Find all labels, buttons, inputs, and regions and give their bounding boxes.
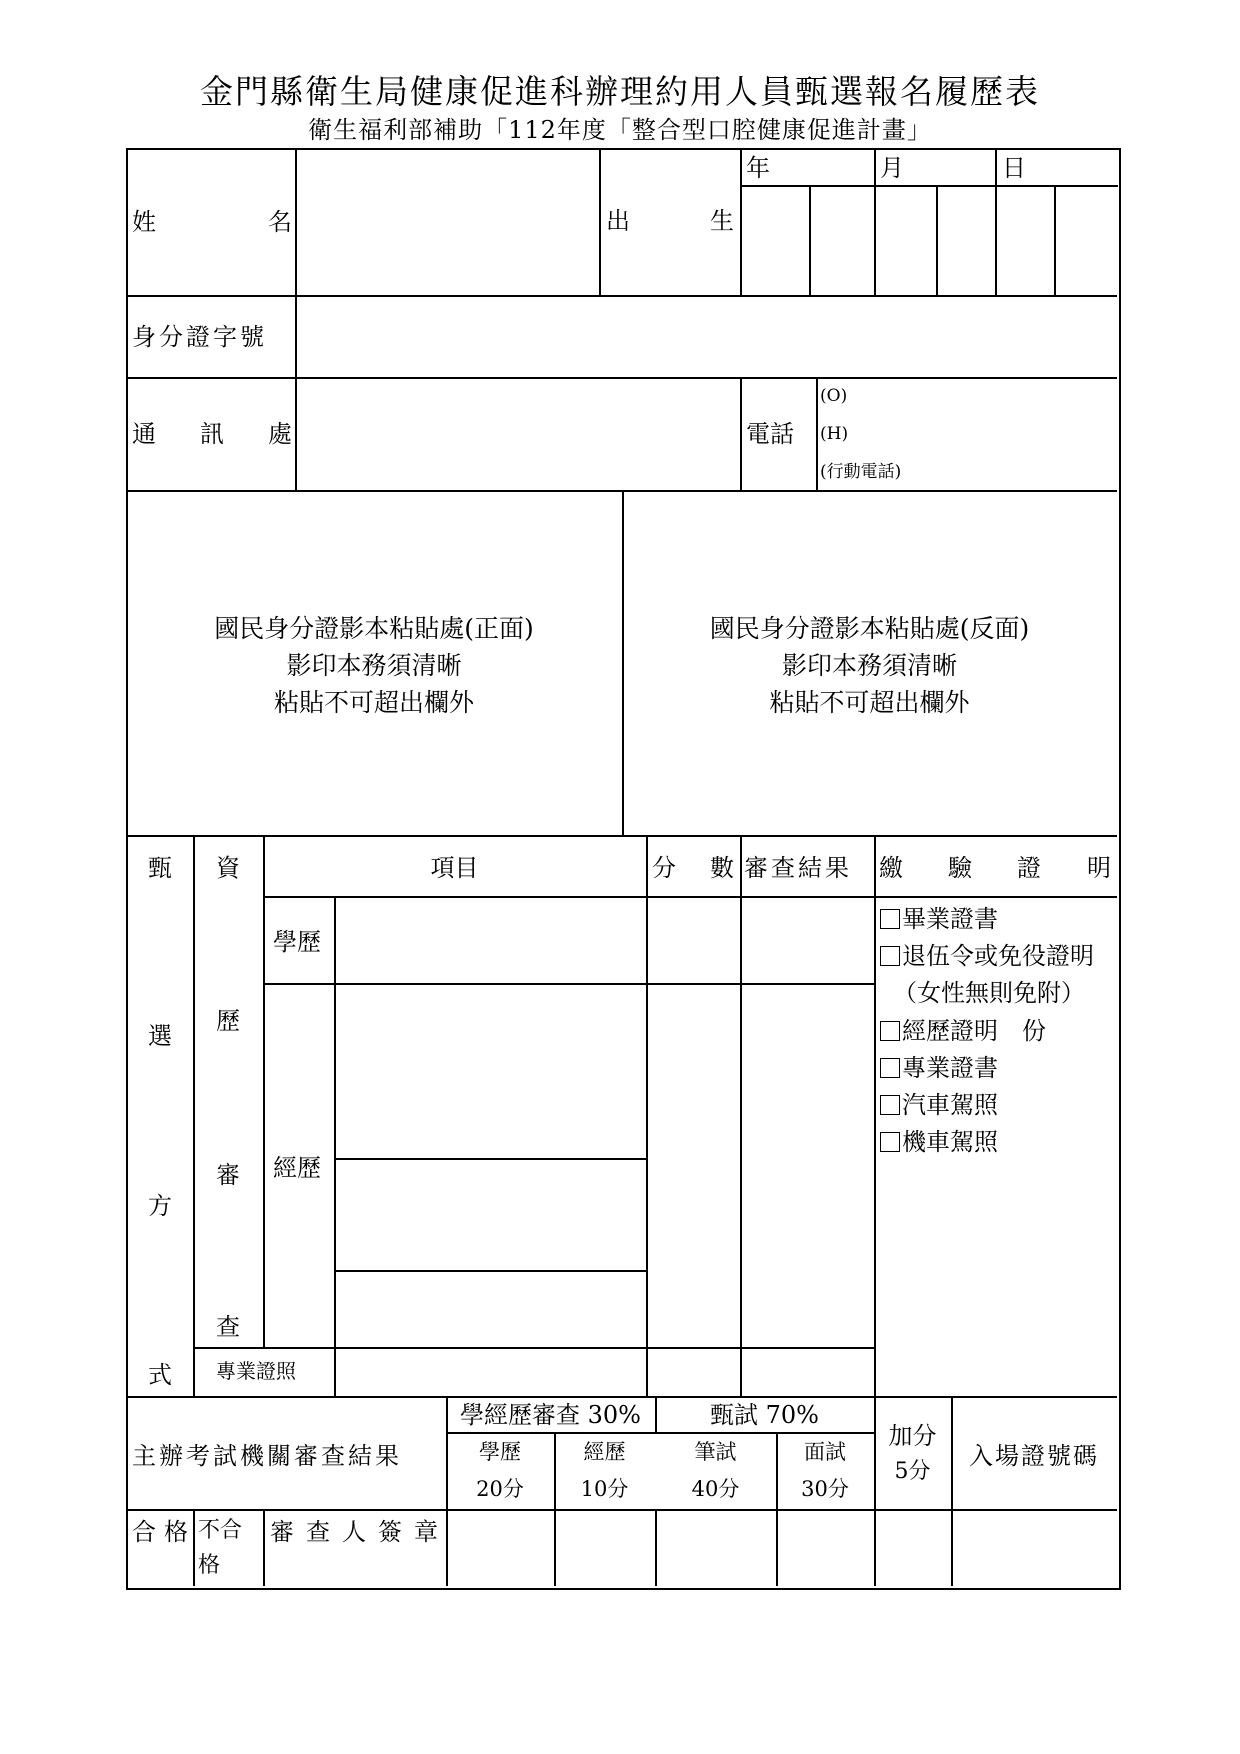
address-label: 訊 xyxy=(200,420,224,448)
phone-home: (H) xyxy=(820,424,849,444)
bonus-label: 加分 xyxy=(888,1422,937,1450)
score-header: 數 xyxy=(710,854,734,882)
address-label: 通 xyxy=(132,420,156,448)
rule xyxy=(263,835,265,1347)
proof-header: 驗 xyxy=(948,854,972,882)
checkbox[interactable] xyxy=(880,946,900,966)
score-header: 分 xyxy=(652,854,676,882)
rule xyxy=(740,148,742,295)
signer-label: 審查人簽章 xyxy=(270,1518,450,1546)
paste-instruction: 粘貼不可超出欄外 xyxy=(769,688,970,717)
checkbox[interactable] xyxy=(880,1058,900,1078)
method-label: 選 xyxy=(148,1022,172,1050)
rule xyxy=(740,377,742,490)
col-points: 30分 xyxy=(801,1477,849,1501)
review-label: 資 xyxy=(216,854,240,882)
name-label: 名 xyxy=(268,208,292,236)
checklist-item: 機車駕照 xyxy=(880,1130,998,1154)
rule xyxy=(334,1158,646,1160)
method-label: 式 xyxy=(148,1361,172,1389)
rule xyxy=(193,1347,874,1349)
birth-label: 生 xyxy=(710,207,734,235)
rule xyxy=(126,295,1117,297)
checklist-item: 汽車駕照 xyxy=(880,1093,998,1117)
rule xyxy=(295,148,297,490)
item-header: 項目 xyxy=(430,854,479,882)
paste-instruction: 國民身分證影本粘貼處(正面) xyxy=(214,614,534,643)
rule xyxy=(646,835,648,1396)
rule xyxy=(740,835,742,1396)
col-label: 學歷 xyxy=(479,1440,521,1464)
rule xyxy=(334,896,336,1396)
checklist-item: 畢業證書 xyxy=(880,907,998,931)
checkbox[interactable] xyxy=(880,1132,900,1152)
exam-group-label: 甄試 70% xyxy=(710,1401,819,1429)
checkbox[interactable] xyxy=(880,909,900,929)
id-number-label: 身分證字號 xyxy=(132,323,267,351)
rule xyxy=(126,377,1117,379)
rule xyxy=(446,1432,874,1434)
phone-office: (O) xyxy=(820,386,848,406)
year-label: 年 xyxy=(746,154,770,182)
phone-label: 電話 xyxy=(746,420,794,448)
rule xyxy=(193,835,195,1396)
col-points: 20分 xyxy=(476,1477,524,1501)
review-label: 審 xyxy=(216,1161,240,1189)
rule xyxy=(936,185,938,295)
month-label: 月 xyxy=(880,154,904,182)
method-label: 甄 xyxy=(148,854,172,882)
rule xyxy=(263,1509,265,1586)
col-label: 面試 xyxy=(804,1440,846,1464)
checklist-item: 專業證書 xyxy=(880,1056,998,1080)
rule xyxy=(263,983,874,985)
proof-header: 證 xyxy=(1017,854,1041,882)
proof-header: 明 xyxy=(1087,854,1111,882)
method-label: 方 xyxy=(148,1192,172,1220)
paste-instruction: 影印本務須清晰 xyxy=(286,651,462,680)
review-label: 查 xyxy=(216,1313,240,1341)
rule xyxy=(599,148,601,295)
rule xyxy=(126,1396,1117,1398)
review-label: 歷 xyxy=(216,1007,240,1035)
rule xyxy=(334,1270,646,1272)
rule xyxy=(126,835,1117,837)
address-label: 處 xyxy=(268,420,292,448)
id-back-paste-area xyxy=(622,610,1117,721)
col-points: 40分 xyxy=(691,1477,740,1501)
paste-instruction: 國民身分證影本粘貼處(反面) xyxy=(709,614,1030,643)
checklist-item: 經歷證明 份 xyxy=(880,1019,1046,1043)
col-points: 10分 xyxy=(580,1477,629,1501)
rule xyxy=(816,377,818,490)
education-label: 學歷 xyxy=(273,928,321,956)
page-title: 金門縣衛生局健康促進科辦理約用人員甄選報名履歷表 xyxy=(200,72,1040,111)
result-label: 主辦考試機關審查結果 xyxy=(132,1442,402,1470)
rule xyxy=(263,896,1117,898)
page-subtitle: 衛生福利部補助「112年度「整合型口腔健康促進計畫」 xyxy=(308,116,932,144)
col-label: 經歷 xyxy=(583,1440,626,1464)
pass-label: 合格 xyxy=(132,1518,196,1546)
admission-number-label: 入場證號碼 xyxy=(969,1442,1099,1470)
experience-label: 經歷 xyxy=(273,1154,321,1182)
rule xyxy=(126,1509,1117,1511)
rule xyxy=(995,148,997,295)
rule xyxy=(1054,185,1056,295)
checklist-note: （女性無則免附） xyxy=(893,979,1085,1007)
day-label: 日 xyxy=(1002,154,1026,182)
paste-instruction: 影印本務須清晰 xyxy=(781,651,957,680)
proof-header: 繳 xyxy=(879,854,903,882)
rule xyxy=(740,185,1118,187)
id-front-paste-area xyxy=(126,610,622,721)
paste-instruction: 粘貼不可超出欄外 xyxy=(273,688,474,717)
fail-label: 格 xyxy=(198,1553,221,1578)
rule xyxy=(951,1396,953,1586)
phone-mobile: (行動電話) xyxy=(820,462,902,482)
checkbox[interactable] xyxy=(880,1095,900,1115)
review-group-label: 學經歷審查 30% xyxy=(460,1401,641,1429)
rule xyxy=(809,185,811,295)
checkbox[interactable] xyxy=(880,1021,900,1041)
bonus-points: 5分 xyxy=(894,1459,931,1484)
rule xyxy=(874,148,876,295)
fail-label: 不合 xyxy=(198,1518,243,1543)
birth-label: 出 xyxy=(606,207,630,235)
rule xyxy=(655,1509,657,1586)
checklist-item: 退伍令或免役證明 xyxy=(880,944,1094,968)
result-header: 審查結果 xyxy=(744,854,852,882)
name-label: 姓 xyxy=(132,208,156,236)
license-label: 專業證照 xyxy=(216,1359,296,1383)
col-label: 筆試 xyxy=(694,1440,737,1464)
